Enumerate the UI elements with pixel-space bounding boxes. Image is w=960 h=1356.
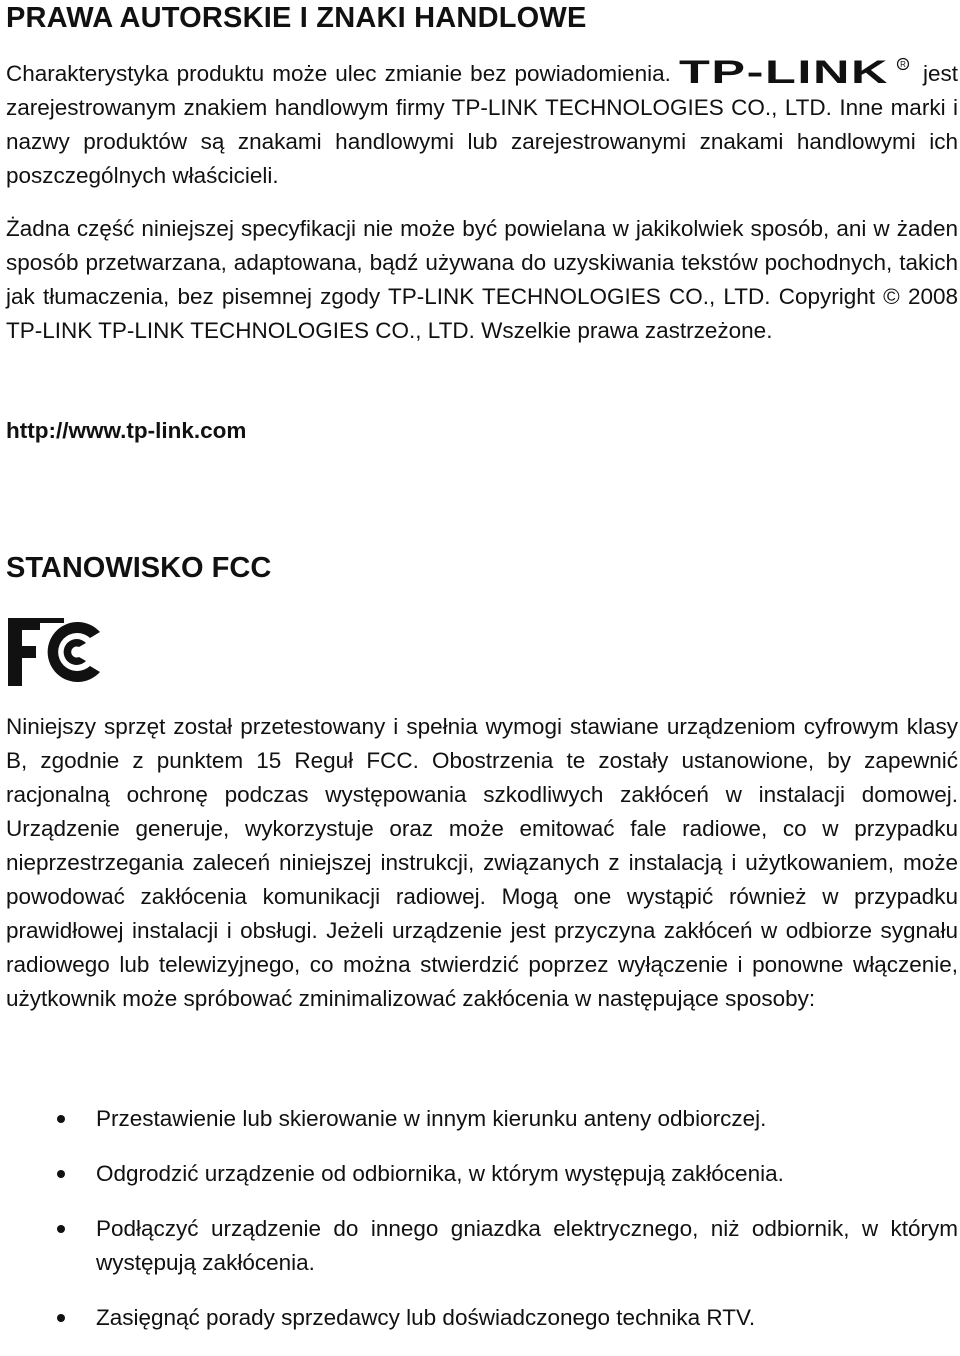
list-item [6, 1102, 958, 1136]
paragraph-product-notice [6, 57, 958, 193]
list-item-text: Zasięgnąć porady sprzedawcy lub doświadczonego technika RTV. [96, 1305, 756, 1330]
tp-link-logo-text: TP-LINK [678, 57, 889, 87]
list-item-text: Przestawienie lub skierowanie w innym kierunku anteny odbiorczej. [96, 1106, 767, 1131]
bullet-icon [57, 1115, 65, 1123]
list-item [6, 1301, 958, 1335]
bullet-icon [57, 1170, 65, 1178]
bullet-icon [57, 1314, 65, 1322]
fcc-recommendations-list [6, 1102, 958, 1356]
heading-fcc: STANOWISKO FCC [6, 552, 272, 584]
paragraph-product-notice-rest: jest zarejestrowanym znakiem handlowym firmy TP-LINK TECHNOLOGIES CO., LTD. Inne marki i nazwy produktów są znakami handlowymi lub zarejestrowanymi znakami handlowymi ich poszczególnych właścicieli. [6, 61, 958, 188]
bullet-icon [57, 1225, 65, 1233]
list-item-text: Podłączyć urządzenie do innego gniazdka elektrycznego, niż odbiornik, w którym występują zakłócenia. [96, 1216, 958, 1275]
list-item [6, 1157, 958, 1191]
list-item-text: Odgrodzić urządzenie od odbiornika, w którym występują zakłócenia. [96, 1161, 784, 1186]
svg-text:R: R [900, 60, 906, 69]
tp-link-logo [679, 57, 911, 87]
website-link[interactable]: http://www.tp-link.com [6, 418, 247, 443]
fcc-logo-icon [6, 616, 110, 688]
heading-copyright: PRAWA AUTORSKIE I ZNAKI HANDLOWE [6, 2, 587, 34]
paragraph-copyright-notice: Żadna część niniejszej specyfikacji nie może być powielana w jakikolwiek sposób, ani w żaden sposób przetwarzana, adaptowana, bądź używana do uzyskiwania tekstów pochodnych, takich jak tłumaczenia, bez pisemnej zgody TP-LINK TECHNOLOGIES CO., LTD. Copyright © 2008 TP-LINK TP-LINK TECHNOLOGIES CO., LTD. Wszelkie prawa zastrzeżone. [6, 216, 958, 343]
list-item [6, 1212, 958, 1280]
paragraph-fcc-statement: Niniejszy sprzęt został przetestowany i spełnia wymogi stawiane urządzeniom cyfrowym klasy B, zgodnie z punktem 15 Reguł FCC. Obostrzenia te zostały ustanowione, by zapewnić racjonalną ochronę podczas występowania szkodliwych zakłóceń w instalacji domowej. Urządzenie generuje, wykorzystuje oraz może emitować fale radiowe, co w przypadku nieprzestrzegania zaleceń niniejszej instrukcji, związanych z instalacją i użytkowaniem, może powodować zakłócenia komunikacji radiowej. Mogą one wystąpić również w przypadku prawidłowej instalacji i obsługi. Jeżeli urządzenie jest przyczyna zakłóceń w odbiorze sygnału radiowego lub telewizyjnego, co można stwierdzić poprzez wyłączenie i ponowne włączenie, użytkownik może spróbować zminimalizować zakłócenia w następujące sposoby: [6, 714, 958, 1011]
paragraph-product-notice-start: Charakterystyka produktu może ulec zmianie bez powiadomienia. [6, 61, 671, 86]
